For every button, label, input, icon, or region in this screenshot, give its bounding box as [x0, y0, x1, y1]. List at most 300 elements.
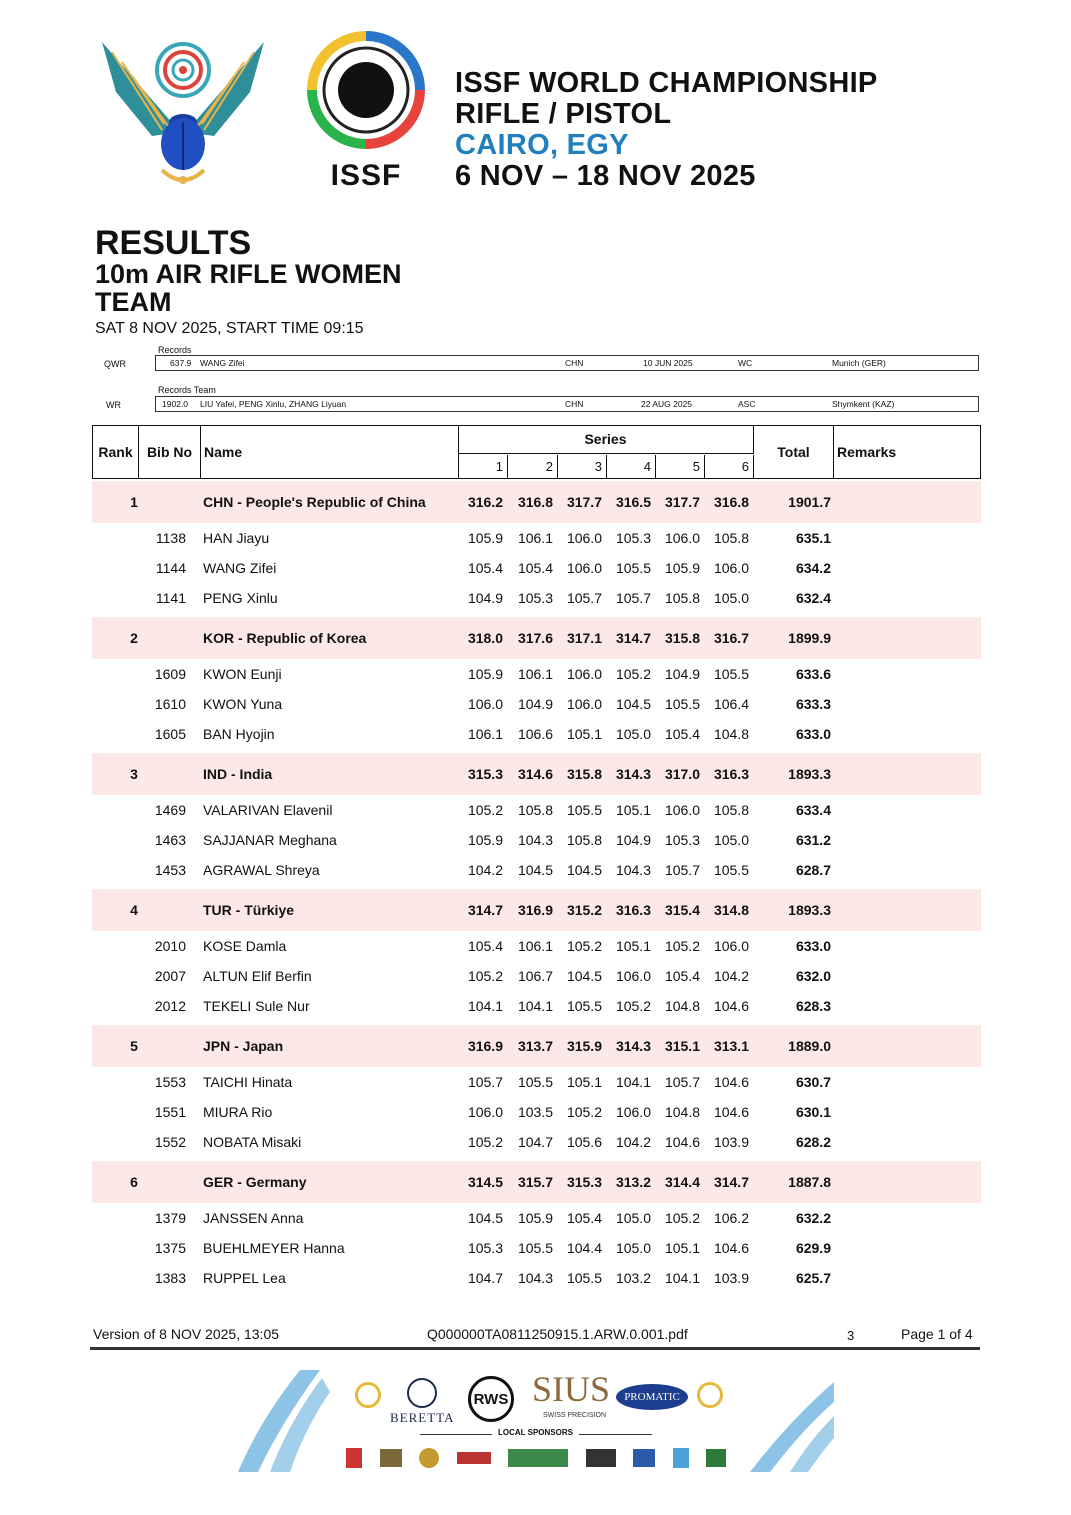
start-time: SAT 8 NOV 2025, START TIME 09:15: [95, 320, 364, 337]
athlete-total: 625.7: [795, 1270, 831, 1286]
athlete-row: [92, 855, 981, 885]
local-sponsor-logo: [346, 1448, 362, 1468]
team-series-score: 313.2: [615, 1174, 651, 1190]
athlete-bib: 1609: [154, 666, 186, 682]
record-score: 637.9: [170, 358, 192, 368]
championship-scarab-logo: [92, 32, 274, 190]
table-header: [92, 425, 981, 479]
athlete-series-score: 105.8: [664, 590, 700, 606]
local-sponsor-logo: [419, 1448, 439, 1468]
athlete-series-score: 105.9: [467, 832, 503, 848]
team-row: [92, 617, 981, 659]
athlete-row: [92, 931, 981, 961]
athlete-series-score: 106.4: [713, 696, 749, 712]
athlete-series-score: 106.0: [664, 530, 700, 546]
record-team-nation: CHN: [565, 399, 584, 409]
athlete-total: 633.3: [795, 696, 831, 712]
athlete-series-score: 105.5: [517, 1074, 553, 1090]
athlete-name: WANG Zifei: [203, 560, 277, 576]
athlete-series-score: 104.9: [467, 590, 503, 606]
team-series-score: 314.4: [664, 1174, 700, 1190]
team-series-score: 314.7: [713, 1174, 749, 1190]
athlete-series-score: 104.1: [467, 998, 503, 1014]
issf-partner-badge-right: [697, 1382, 723, 1408]
record-comp: WC: [738, 358, 753, 368]
athlete-series-score: 103.5: [517, 1104, 553, 1120]
athlete-series-score: 104.9: [517, 696, 553, 712]
athlete-series-score: 104.6: [664, 1134, 700, 1150]
athlete-bib: 1383: [154, 1270, 186, 1286]
athlete-total: 633.6: [795, 666, 831, 682]
athlete-bib: 1453: [154, 862, 186, 878]
athlete-series-score: 106.0: [467, 1104, 503, 1120]
team-rank: 4: [130, 902, 138, 918]
header-bib: Bib No: [139, 426, 201, 478]
team-name: CHN - People's Republic of China: [203, 494, 426, 510]
header-series: Series: [458, 426, 754, 454]
records-team-label: Records Team: [158, 385, 216, 395]
athlete-series-score: 105.2: [664, 938, 700, 954]
athlete-row: [92, 1097, 981, 1127]
athlete-series-score: 105.2: [615, 998, 651, 1014]
team-rank: 6: [130, 1174, 138, 1190]
athlete-name: ALTUN Elif Berfin: [203, 968, 312, 984]
athlete-series-score: 105.0: [615, 1240, 651, 1256]
athlete-total: 633.0: [795, 938, 831, 954]
team-series-score: 314.3: [615, 1038, 651, 1054]
athlete-series-score: 104.5: [467, 1210, 503, 1226]
team-series-score: 316.2: [467, 494, 503, 510]
team-series-score: 315.8: [566, 766, 602, 782]
team-series-score: 316.5: [615, 494, 651, 510]
athlete-series-score: 105.5: [517, 1240, 553, 1256]
team-series-score: 316.3: [615, 902, 651, 918]
team-series-score: 316.8: [713, 494, 749, 510]
athlete-series-score: 105.2: [566, 1104, 602, 1120]
team-row: [92, 1025, 981, 1067]
athlete-total: 635.1: [795, 530, 831, 546]
athlete-series-score: 104.1: [517, 998, 553, 1014]
athlete-series-score: 104.6: [713, 998, 749, 1014]
team-row: [92, 1161, 981, 1203]
athlete-series-score: 105.9: [467, 666, 503, 682]
athlete-series-score: 103.9: [713, 1134, 749, 1150]
athlete-name: TEKELI Sule Nur: [203, 998, 310, 1014]
athlete-series-score: 105.2: [566, 938, 602, 954]
athlete-row: [92, 961, 981, 991]
team-series-score: 315.3: [467, 766, 503, 782]
athlete-series-score: 106.2: [713, 1210, 749, 1226]
event-line1: ISSF WORLD CHAMPIONSHIP: [455, 67, 878, 99]
athlete-bib: 1463: [154, 832, 186, 848]
athlete-total: 632.0: [795, 968, 831, 984]
athlete-series-score: 105.2: [664, 1210, 700, 1226]
promatic-logo: PROMATIC: [616, 1384, 688, 1410]
athlete-name: KWON Eunji: [203, 666, 282, 682]
footer-file: Q000000TA0811250915.1.ARW.0.001.pdf: [427, 1326, 688, 1342]
team-rank: 3: [130, 766, 138, 782]
athlete-series-score: 105.1: [566, 726, 602, 742]
athlete-series-score: 105.5: [713, 666, 749, 682]
athlete-series-score: 106.0: [615, 1104, 651, 1120]
athlete-series-score: 105.4: [664, 968, 700, 984]
footer-divider: [90, 1347, 980, 1350]
team-series-score: 315.7: [517, 1174, 553, 1190]
local-sponsor-logo: [380, 1449, 402, 1467]
team-series-score: 315.9: [566, 1038, 602, 1054]
athlete-series-score: 106.1: [517, 530, 553, 546]
athlete-series-score: 106.0: [615, 968, 651, 984]
athlete-total: 628.2: [795, 1134, 831, 1150]
athlete-series-score: 105.8: [517, 802, 553, 818]
athlete-series-score: 105.7: [615, 590, 651, 606]
athlete-series-score: 105.4: [467, 560, 503, 576]
athlete-name: HAN Jiayu: [203, 530, 270, 546]
sponsor-band: [230, 1360, 842, 1510]
athlete-series-score: 105.1: [615, 802, 651, 818]
team-rank: 2: [130, 630, 138, 646]
athlete-name: BAN Hyojin: [203, 726, 275, 742]
athlete-series-score: 105.8: [713, 802, 749, 818]
athlete-bib: 1551: [154, 1104, 186, 1120]
issf-logo: [302, 30, 430, 192]
team-series-score: 314.7: [615, 630, 651, 646]
athlete-bib: 1138: [155, 530, 186, 546]
athlete-series-score: 104.4: [566, 1240, 602, 1256]
athlete-name: MIURA Rio: [203, 1104, 273, 1120]
athlete-bib: 1605: [154, 726, 186, 742]
athlete-series-score: 105.1: [615, 938, 651, 954]
team-series-score: 314.3: [615, 766, 651, 782]
athlete-series-score: 105.0: [615, 1210, 651, 1226]
athlete-series-score: 104.5: [566, 968, 602, 984]
team-series-score: 317.6: [517, 630, 553, 646]
athlete-series-score: 106.0: [467, 696, 503, 712]
team-total: 1889.0: [788, 1038, 831, 1054]
team-series-score: 314.5: [467, 1174, 503, 1190]
event-dates: 6 NOV – 18 NOV 2025: [455, 160, 756, 192]
event-name: 10m AIR RIFLE WOMEN: [95, 259, 402, 289]
athlete-series-score: 105.2: [615, 666, 651, 682]
athlete-series-score: 105.7: [467, 1074, 503, 1090]
athlete-series-score: 106.1: [517, 666, 553, 682]
team-series-score: 314.7: [467, 902, 503, 918]
athlete-series-score: 103.2: [615, 1270, 651, 1286]
header-name: Name: [201, 426, 459, 478]
local-sponsor-logo: [673, 1448, 689, 1468]
athlete-series-score: 105.8: [566, 832, 602, 848]
athlete-series-score: 105.0: [615, 726, 651, 742]
team-series-score: 313.7: [517, 1038, 553, 1054]
team-total: 1887.8: [788, 1174, 831, 1190]
athlete-bib: 1552: [154, 1134, 186, 1150]
series-4: 4: [607, 455, 656, 479]
team-row: [92, 753, 981, 795]
athlete-series-score: 105.3: [467, 1240, 503, 1256]
team-name: GER - Germany: [203, 1174, 307, 1190]
team-series-score: 315.4: [664, 902, 700, 918]
athlete-series-score: 104.3: [517, 1270, 553, 1286]
athlete-series-score: 104.5: [615, 696, 651, 712]
athlete-series-score: 104.2: [467, 862, 503, 878]
athlete-series-score: 104.5: [517, 862, 553, 878]
athlete-bib: 1144: [155, 560, 186, 576]
team-total: 1893.3: [788, 766, 831, 782]
series-2: 2: [508, 455, 558, 479]
athlete-name: RUPPEL Lea: [203, 1270, 286, 1286]
athlete-total: 628.7: [795, 862, 831, 878]
athlete-series-score: 104.6: [713, 1074, 749, 1090]
record-team-names: LIU Yafei, PENG Xinlu, ZHANG Liyuan: [200, 399, 347, 409]
athlete-series-score: 105.1: [566, 1074, 602, 1090]
athlete-series-score: 106.1: [467, 726, 503, 742]
athlete-total: 632.4: [795, 590, 831, 606]
team-rank: 1: [130, 494, 138, 510]
record-team-date: 22 AUG 2025: [641, 399, 693, 409]
athlete-bib: 2010: [154, 938, 186, 954]
athlete-series-score: 105.9: [664, 560, 700, 576]
issf-logo-text: ISSF: [330, 159, 402, 192]
event-line2: RIFLE / PISTOL: [455, 98, 672, 130]
athlete-series-score: 104.5: [566, 862, 602, 878]
athlete-series-score: 106.0: [566, 530, 602, 546]
record-nation: CHN: [565, 358, 584, 368]
athlete-row: [92, 991, 981, 1021]
athlete-series-score: 104.3: [615, 862, 651, 878]
team-series-score: 318.0: [467, 630, 503, 646]
athlete-bib: 1469: [154, 802, 186, 818]
athlete-series-score: 105.7: [566, 590, 602, 606]
table-body: [92, 481, 981, 1293]
athlete-series-score: 105.2: [467, 1134, 503, 1150]
athlete-name: VALARIVAN Elavenil: [203, 802, 333, 818]
results-table: [92, 425, 981, 1293]
record-team-comp: ASC: [738, 399, 756, 409]
records-code: QWR: [104, 359, 126, 369]
athlete-series-score: 106.1: [517, 938, 553, 954]
header-rank: Rank: [93, 426, 139, 478]
athlete-series-score: 104.8: [664, 1104, 700, 1120]
record-team-place: Shymkent (KAZ): [832, 399, 895, 409]
local-sponsor-logo: [706, 1449, 726, 1467]
event-title: [455, 68, 878, 192]
results-title: RESULTS: [95, 224, 252, 262]
athlete-row: [92, 1233, 981, 1263]
athlete-row: [92, 825, 981, 855]
athlete-series-score: 105.5: [615, 560, 651, 576]
team-total: 1901.7: [788, 494, 831, 510]
athlete-row: [92, 1263, 981, 1293]
athlete-series-score: 105.1: [664, 1240, 700, 1256]
team-series-score: 314.6: [517, 766, 553, 782]
athlete-name: NOBATA Misaki: [203, 1134, 302, 1150]
athlete-bib: 2012: [154, 998, 186, 1014]
athlete-series-score: 106.7: [517, 968, 553, 984]
athlete-bib: 1375: [154, 1240, 186, 1256]
team-name: IND - India: [203, 766, 273, 782]
team-row: [92, 481, 981, 523]
athlete-row: [92, 659, 981, 689]
athlete-series-score: 106.0: [713, 560, 749, 576]
local-sponsor-logo: [508, 1449, 568, 1467]
team-name: TUR - Türkiye: [203, 902, 295, 918]
records-team-code: WR: [106, 400, 121, 410]
athlete-series-score: 106.0: [713, 938, 749, 954]
athlete-series-score: 104.2: [713, 968, 749, 984]
athlete-series-score: 106.0: [566, 560, 602, 576]
athlete-row: [92, 1203, 981, 1233]
athlete-series-score: 105.3: [615, 530, 651, 546]
athlete-series-score: 104.6: [713, 1240, 749, 1256]
athlete-series-score: 105.9: [467, 530, 503, 546]
local-sponsor-logo: [457, 1452, 491, 1464]
beretta-text: BERETTA: [390, 1410, 455, 1425]
local-sponsor-logo: [586, 1449, 616, 1467]
team-series-score: 315.2: [566, 902, 602, 918]
event-city: CAIRO, EGY: [455, 129, 629, 161]
athlete-series-score: 105.5: [664, 696, 700, 712]
athlete-series-score: 105.7: [664, 1074, 700, 1090]
athlete-total: 631.2: [795, 832, 831, 848]
team-row: [92, 889, 981, 931]
team-series-score: 317.7: [566, 494, 602, 510]
record-date: 10 JUN 2025: [643, 358, 693, 368]
athlete-bib: 1379: [154, 1210, 186, 1226]
results-heading: [95, 226, 402, 340]
athlete-series-score: 105.5: [566, 802, 602, 818]
athlete-name: PENG Xinlu: [203, 590, 278, 606]
athlete-series-score: 105.4: [467, 938, 503, 954]
athlete-series-score: 104.2: [615, 1134, 651, 1150]
athlete-row: [92, 719, 981, 749]
footer-number: 3: [847, 1328, 855, 1343]
team-series-score: 317.0: [664, 766, 700, 782]
athlete-row: [92, 1127, 981, 1157]
athlete-name: SAJJANAR Meghana: [203, 832, 337, 848]
athlete-row: [92, 583, 981, 613]
series-3: 3: [558, 455, 607, 479]
athlete-series-score: 106.0: [664, 802, 700, 818]
issf-partner-badge-left: [355, 1382, 381, 1408]
athlete-series-score: 105.4: [664, 726, 700, 742]
athlete-series-score: 105.4: [517, 560, 553, 576]
athlete-series-score: 105.8: [713, 530, 749, 546]
athlete-series-score: 104.6: [713, 1104, 749, 1120]
athlete-series-score: 105.5: [713, 862, 749, 878]
team-series-score: 315.8: [664, 630, 700, 646]
athlete-series-score: 104.3: [517, 832, 553, 848]
team-total: 1893.3: [788, 902, 831, 918]
footer-page: Page 1 of 4: [901, 1326, 973, 1342]
series-6: 6: [705, 455, 754, 479]
beretta-logo: [390, 1378, 454, 1426]
team-series-score: 314.8: [713, 902, 749, 918]
athlete-series-score: 106.0: [566, 696, 602, 712]
footer-version: Version of 8 NOV 2025, 13:05: [93, 1326, 280, 1342]
athlete-name: BUEHLMEYER Hanna: [203, 1240, 345, 1256]
team-series-score: 316.9: [517, 902, 553, 918]
athlete-total: 632.2: [795, 1210, 831, 1226]
athlete-row: [92, 1067, 981, 1097]
athlete-series-score: 105.5: [566, 998, 602, 1014]
athlete-name: JANSSEN Anna: [203, 1210, 304, 1226]
athlete-row: [92, 795, 981, 825]
team-total: 1899.9: [788, 630, 831, 646]
athlete-name: KOSE Damla: [203, 938, 287, 954]
athlete-series-score: 105.2: [467, 802, 503, 818]
team-series-score: 315.1: [664, 1038, 700, 1054]
athlete-series-score: 103.9: [713, 1270, 749, 1286]
athlete-series-score: 105.0: [713, 832, 749, 848]
athlete-series-score: 105.4: [566, 1210, 602, 1226]
record-name: WANG Zifei: [200, 358, 245, 368]
records-box: [155, 355, 979, 371]
header-remarks: Remarks: [837, 444, 897, 460]
athlete-name: TAICHI Hinata: [203, 1074, 293, 1090]
athlete-series-score: 104.1: [615, 1074, 651, 1090]
team-series-score: 316.7: [713, 630, 749, 646]
athlete-series-score: 105.5: [566, 1270, 602, 1286]
athlete-name: KWON Yuna: [203, 696, 283, 712]
local-sponsor-logos: [346, 1446, 726, 1470]
sius-tagline: SWISS PRECISION: [543, 1412, 607, 1419]
series-1: 1: [458, 455, 508, 479]
team-series-score: 316.3: [713, 766, 749, 782]
athlete-series-score: 104.7: [467, 1270, 503, 1286]
record-team-score: 1902.0: [162, 399, 188, 409]
athlete-bib: 1141: [155, 590, 186, 606]
athlete-series-score: 105.9: [517, 1210, 553, 1226]
record-place: Munich (GER): [832, 358, 886, 368]
athlete-series-score: 104.9: [615, 832, 651, 848]
athlete-series-score: 105.3: [664, 832, 700, 848]
athlete-series-score: 104.8: [713, 726, 749, 742]
records-team-box: [155, 396, 979, 412]
team-series-score: 313.1: [713, 1038, 749, 1054]
athlete-series-score: 104.8: [664, 998, 700, 1014]
athlete-bib: 2007: [154, 968, 186, 984]
team-series-score: 317.7: [664, 494, 700, 510]
athlete-series-score: 104.1: [664, 1270, 700, 1286]
athlete-series-score: 106.0: [566, 666, 602, 682]
team-name: JPN - Japan: [203, 1038, 284, 1054]
athlete-row: [92, 523, 981, 553]
athlete-total: 628.3: [795, 998, 831, 1014]
athlete-total: 630.7: [795, 1074, 831, 1090]
athlete-bib: 1610: [154, 696, 186, 712]
athlete-series-score: 105.6: [566, 1134, 602, 1150]
local-sponsor-logo: [633, 1449, 655, 1467]
local-sponsors-label: LOCAL SPONSORS: [492, 1428, 579, 1437]
athlete-total: 633.0: [795, 726, 831, 742]
sius-logo: SIUS: [532, 1369, 611, 1409]
team-series-score: 316.9: [467, 1038, 503, 1054]
athlete-total: 633.4: [795, 802, 831, 818]
athlete-total: 634.2: [795, 560, 831, 576]
athlete-series-score: 104.9: [664, 666, 700, 682]
athlete-total: 629.9: [795, 1240, 831, 1256]
team-series-score: 316.8: [517, 494, 553, 510]
athlete-series-score: 105.2: [467, 968, 503, 984]
athlete-series-score: 105.3: [517, 590, 553, 606]
athlete-total: 630.1: [795, 1104, 831, 1120]
athlete-name: AGRAWAL Shreya: [203, 862, 320, 878]
athlete-bib: 1553: [154, 1074, 186, 1090]
athlete-series-score: 105.0: [713, 590, 749, 606]
team-name: KOR - Republic of Korea: [203, 630, 367, 646]
athlete-series-score: 104.7: [517, 1134, 553, 1150]
athlete-row: [92, 689, 981, 719]
